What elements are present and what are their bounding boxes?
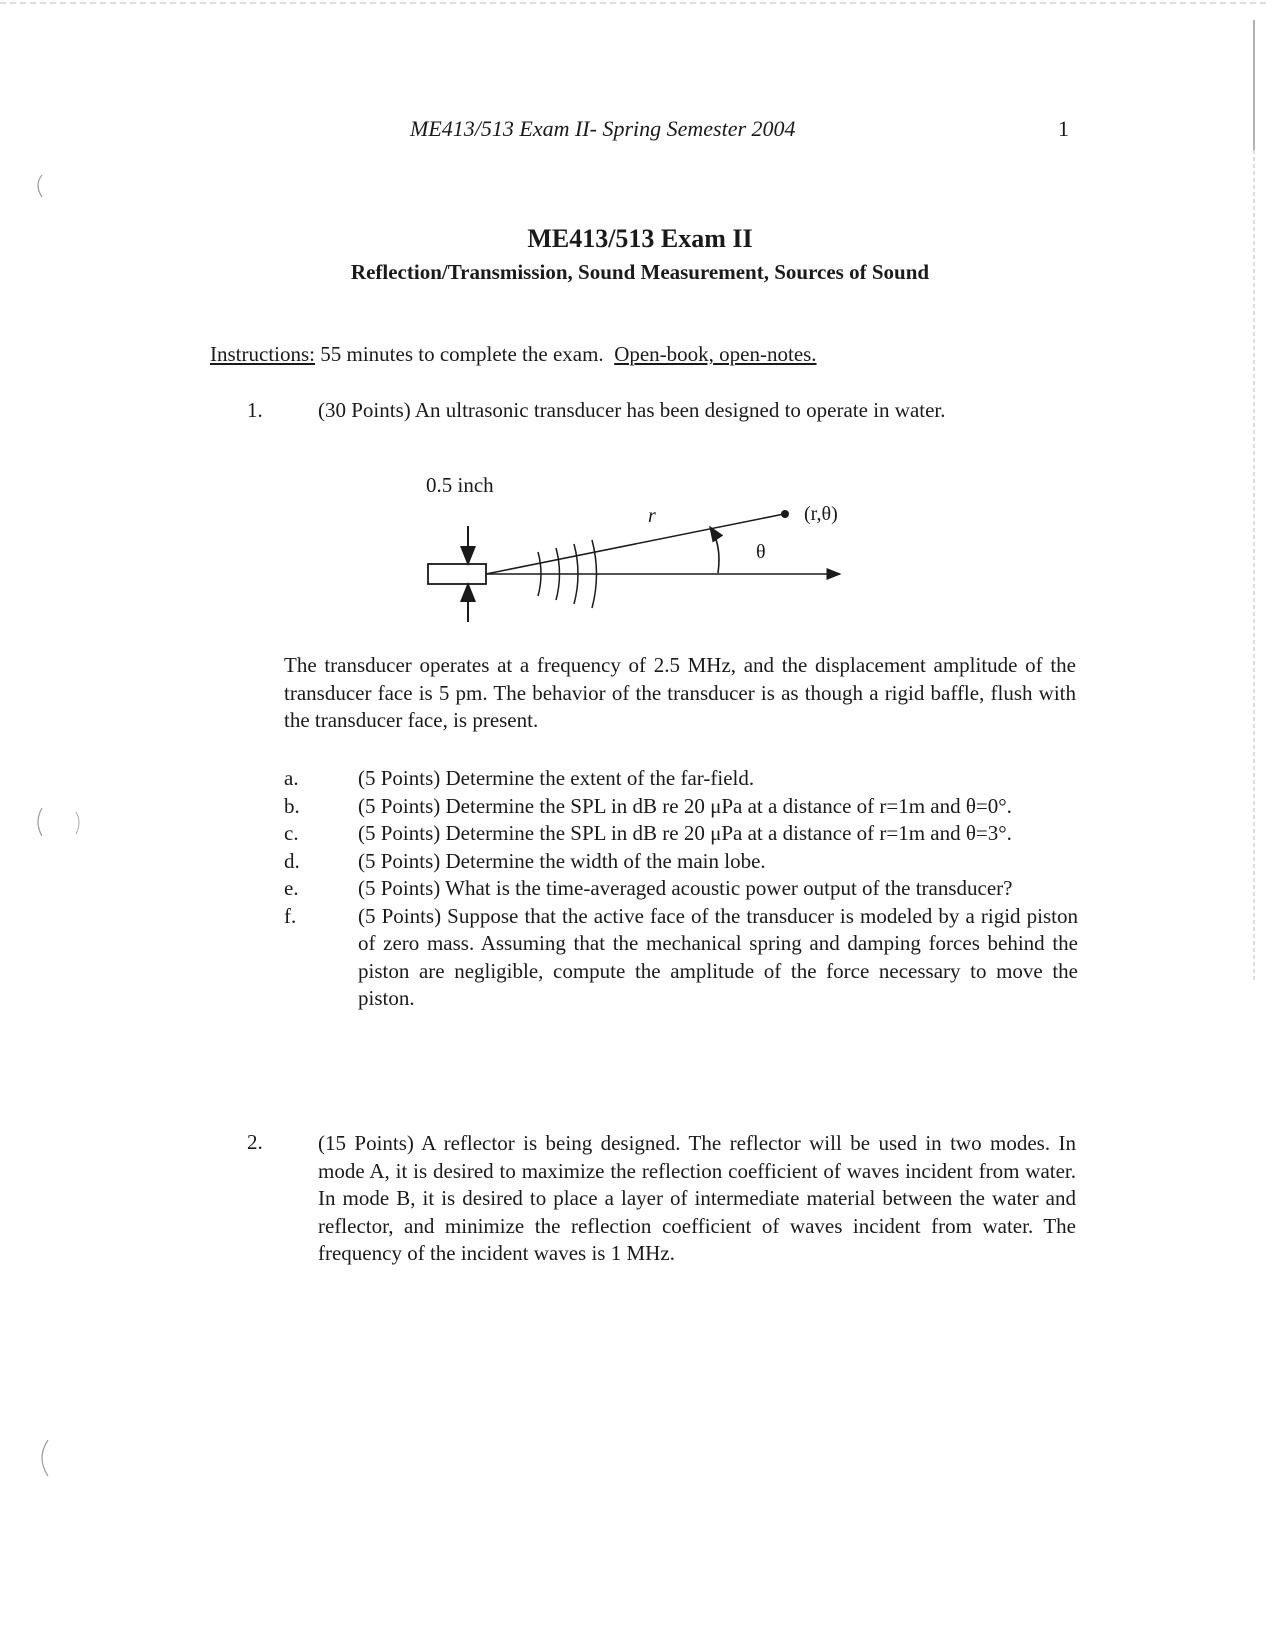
instructions: [210, 342, 817, 367]
exam-subtitle: Reflection/Transmission, Sound Measurement, Sources of Sound: [350, 260, 930, 284]
part-f: [284, 903, 1080, 1013]
r-line: [486, 514, 784, 574]
part-text: (5 Points) What is the time-averaged acoustic power output of the transducer?: [358, 876, 1013, 900]
question-1-paragraph: The transducer operates at a frequency of 2.5 MHz, and the displacement amplitude of the transducer face is 5 pm. The behavior of the transducer is as though a rigid baffle, flush with the transducer face, is present.: [284, 653, 1076, 732]
instructions-policy: Open-book, open-notes.: [614, 342, 817, 366]
part-label: f.: [284, 903, 297, 928]
transducer-diagram: [400, 472, 860, 632]
part-e: [284, 875, 1080, 903]
theta-label: θ: [756, 541, 766, 563]
question-1-number: 1.: [247, 398, 263, 422]
question-2-number: 2.: [247, 1130, 263, 1154]
point-marker: [781, 510, 789, 518]
width-label: 0.5 inch: [426, 473, 494, 497]
instructions-time: 55 minutes to complete the exam.: [320, 342, 604, 366]
part-label: b.: [284, 793, 300, 818]
part-a: [284, 765, 1080, 793]
part-text: (5 Points) Determine the SPL in dB re 20 μPa at a distance of r=1m and θ=3°.: [358, 821, 1012, 845]
part-text: (5 Points) Determine the width of the main lobe.: [358, 848, 766, 873]
part-label: c.: [284, 821, 299, 845]
r-label: r: [648, 505, 656, 527]
part-label: a.: [284, 766, 299, 790]
angle-arc: [710, 527, 719, 573]
page-number: 1: [1058, 116, 1069, 141]
transducer-body: [428, 564, 486, 584]
point-label: (r,θ): [804, 503, 838, 525]
part-label: d.: [284, 848, 300, 873]
exam-title: ME413/513 Exam II: [527, 224, 753, 253]
part-b: [284, 793, 1080, 821]
part-c: [284, 820, 1080, 848]
part-d: [284, 848, 1080, 876]
part-text: (5 Points) Suppose that the active face of the transducer is modeled by a rigid piston of zero mass. Assuming that the mechanical spring and damping forces behind the piston are negligible, compute the amplitude of the force necessary to move the piston.: [358, 903, 1078, 1010]
part-label: e.: [284, 876, 299, 900]
part-text: (5 Points) Determine the extent of the far-field.: [358, 766, 755, 790]
question-1-text: (30 Points) An ultrasonic transducer has been designed to operate in water.: [318, 398, 946, 422]
question-2-text: (15 Points) A reflector is being designed. The reflector will be used in two modes. In mode A, it is desired to maximize the reflection coefficient of waves incident from water. In mode B, it is desired to place a layer of intermediate material between the water and reflector, and minimize the reflection coefficient of waves incident from water. The frequency of the incident waves is 1 MHz.: [318, 1131, 1076, 1265]
question-1-parts: [284, 765, 1080, 1013]
part-text: (5 Points) Determine the SPL in dB re 20 μPa at a distance of r=1m and θ=0°.: [358, 793, 1012, 818]
running-header-title: ME413/513 Exam II- Spring Semester 2004: [410, 116, 796, 141]
instructions-label: Instructions:: [210, 342, 315, 366]
